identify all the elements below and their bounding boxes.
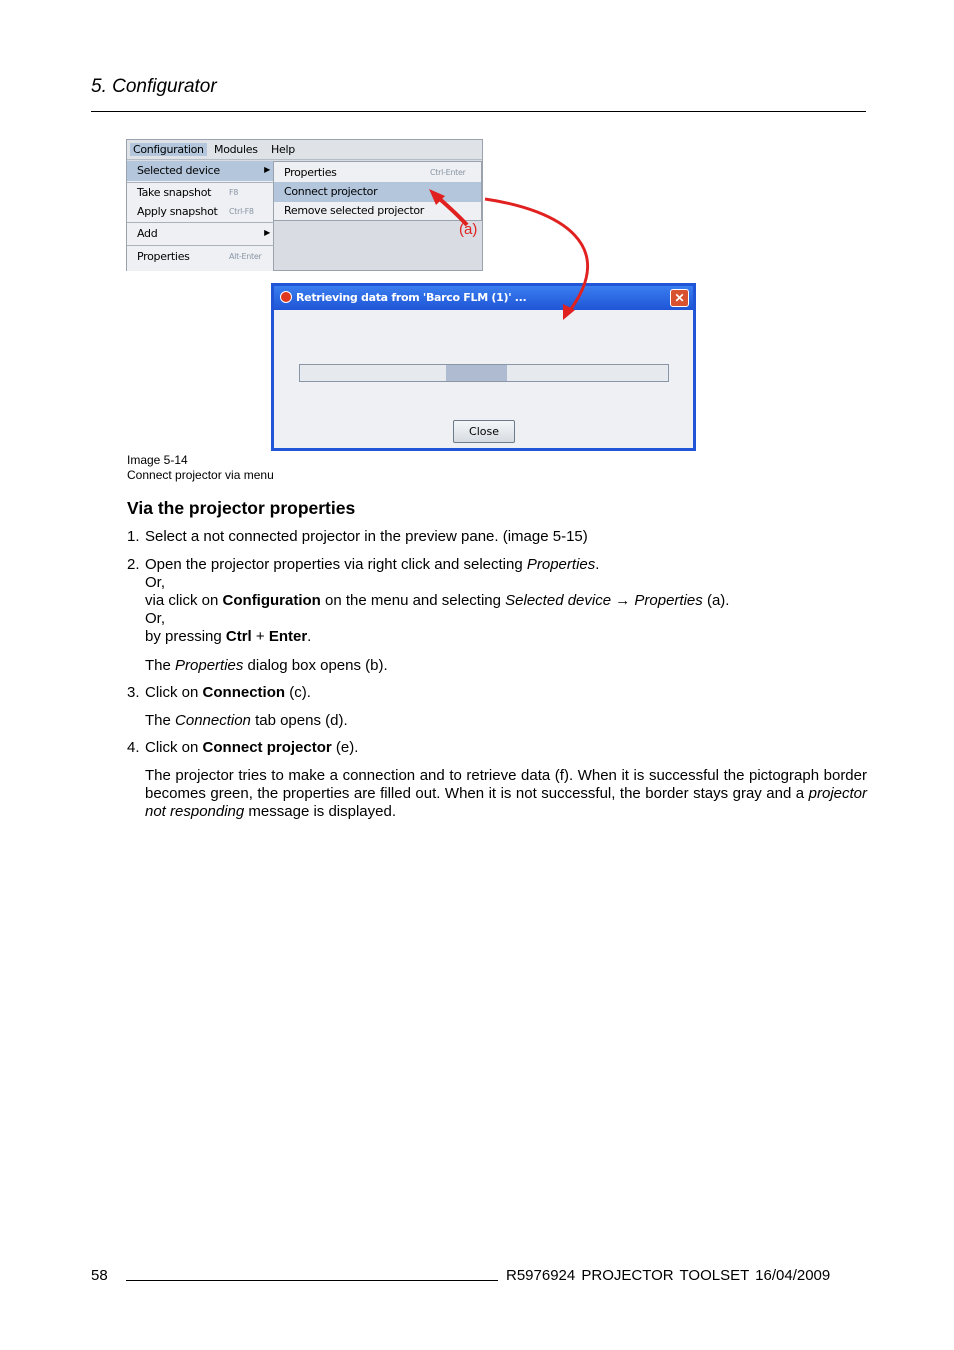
footer-rule — [126, 1280, 498, 1281]
step-3-note: The Connection tab opens (d). — [145, 712, 348, 729]
retrieving-data-dialog — [271, 283, 696, 451]
step-4-note: The projector tries to make a connection and to retrieve data (f). When it is successful the pictograph border becomes green, the properties are filled out. When it is not successful, the border stays gray and a projector not responding message is displayed. — [145, 767, 867, 820]
menu-separator — [127, 245, 274, 246]
dialog-title: Retrieving data from 'Barco FLM (1)' ... — [296, 291, 527, 304]
step-2-note: The Properties dialog box opens (b). — [145, 657, 388, 674]
step-1-text: Select a not connected projector in the preview pane. (image 5-15) — [145, 528, 588, 545]
close-button[interactable]: Close — [453, 420, 515, 443]
selected-device-submenu — [273, 161, 482, 221]
chapter-title: 5. Configurator — [91, 76, 217, 97]
figure-caption-title: Connect projector via menu — [127, 468, 274, 482]
step-4-text: Click on Connect projector (e). — [145, 739, 359, 756]
progress-bar — [299, 364, 669, 382]
menu-item-apply-snapshot[interactable]: Apply snapshot Ctrl-F8 — [137, 205, 254, 218]
menu-item-properties[interactable]: Properties Alt-Enter — [137, 250, 262, 263]
footer-text: R5976924 PROJECTOR TOOLSET 16/04/2009 — [506, 1267, 831, 1284]
step-number: 4. — [127, 739, 140, 756]
menu-screenshot — [126, 139, 483, 271]
step-2-text: Open the projector properties via right click and selecting Properties. Or, via click on Configuration on the menu and selecting Selected device → Properties (a). Or, by pressing Ctrl + Enter. — [145, 556, 730, 645]
menu-item-take-snapshot[interactable]: Take snapshot F8 — [137, 186, 239, 199]
menubar-configuration[interactable]: Configuration — [130, 143, 207, 156]
dialog-titlebar — [274, 286, 693, 310]
section-heading: Via the projector properties — [127, 498, 356, 518]
header-rule — [91, 111, 866, 112]
menubar-modules[interactable]: Modules — [214, 143, 258, 156]
close-icon[interactable]: ✕ — [670, 289, 689, 307]
annotation-label-a: (a) — [459, 221, 478, 238]
menu-item-add[interactable]: Add ▶ — [137, 227, 270, 240]
submenu-item-remove-selected-projector[interactable]: Remove selected projector — [284, 204, 424, 217]
step-number: 1. — [127, 528, 140, 545]
menubar-help[interactable]: Help — [271, 143, 295, 156]
menu-separator — [127, 222, 274, 223]
configuration-menu — [127, 161, 274, 271]
dialog-body — [274, 310, 693, 448]
submenu-item-connect-projector[interactable]: Connect projector — [274, 182, 481, 202]
submenu-item-properties[interactable]: Properties Ctrl-Enter — [284, 166, 466, 179]
submenu-arrow-icon: ▶ — [264, 165, 270, 174]
figure-caption-number: Image 5-14 — [127, 453, 188, 467]
app-icon — [280, 291, 292, 303]
step-number: 3. — [127, 684, 140, 701]
submenu-arrow-icon: ▶ — [264, 228, 270, 237]
menu-item-selected-device[interactable]: Selected device ▶ — [127, 161, 274, 181]
page-number: 58 — [91, 1267, 108, 1284]
progress-bar-fill — [446, 365, 507, 381]
step-3-text: Click on Connection (c). — [145, 684, 311, 701]
menubar — [127, 140, 482, 160]
step-number: 2. — [127, 556, 140, 573]
